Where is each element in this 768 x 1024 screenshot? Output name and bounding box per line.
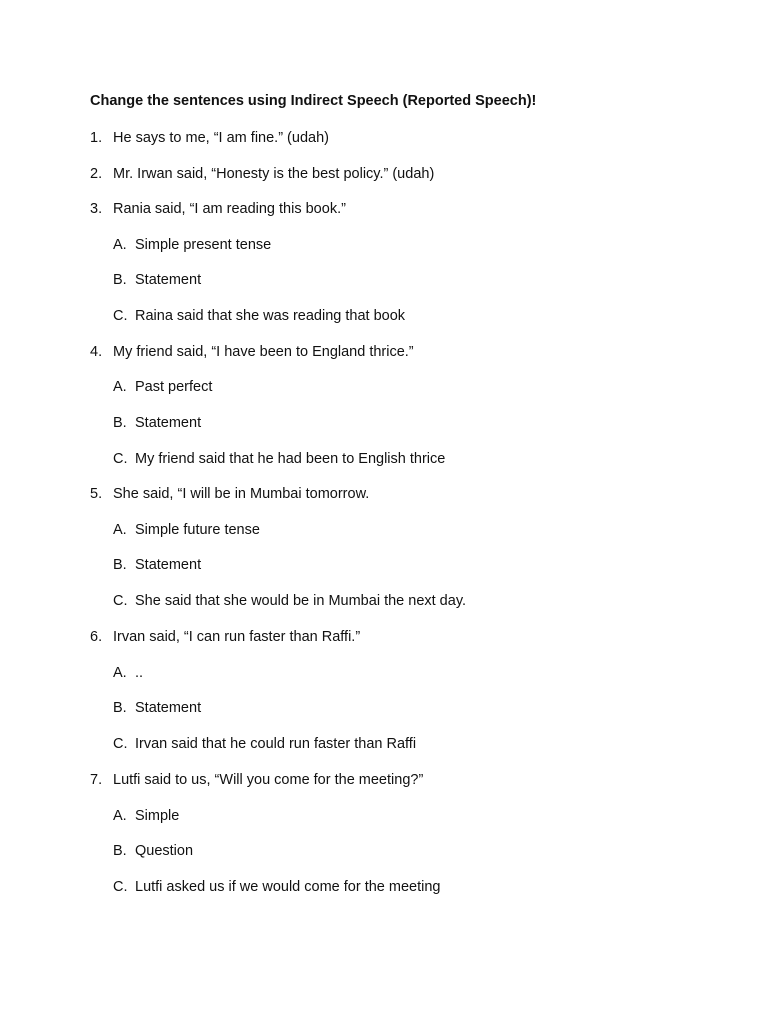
option-text: Statement (135, 272, 202, 288)
question-text: Irvan said, “I can run faster than Raffi.” (113, 629, 361, 645)
option-letter: C. (113, 451, 128, 467)
option-6a (113, 664, 143, 682)
question-number: 1. (90, 130, 103, 146)
option-letter: A. (113, 665, 127, 681)
option-text: Simple present tense (135, 237, 272, 253)
option-4a (113, 378, 212, 396)
option-text: Statement (135, 557, 202, 573)
option-letter: A. (113, 237, 127, 253)
option-7b (113, 842, 193, 860)
option-letter: B. (113, 700, 127, 716)
option-text: Irvan said that he could run faster than Raffi (135, 736, 417, 752)
option-letter: C. (113, 879, 128, 895)
question-number: 2. (90, 166, 103, 182)
question-number: 5. (90, 486, 103, 502)
option-text: .. (135, 665, 144, 681)
option-3b (113, 271, 201, 289)
option-5a (113, 521, 260, 539)
option-letter: A. (113, 522, 127, 538)
question-text: He says to me, “I am fine.” (udah) (113, 130, 329, 146)
question-text: Lutfi said to us, “Will you come for the meeting?” (113, 772, 424, 788)
option-5b (113, 556, 201, 574)
question-2 (90, 165, 434, 183)
option-letter: A. (113, 808, 127, 824)
option-letter: C. (113, 736, 128, 752)
option-text: Question (135, 843, 194, 859)
option-text: Raina said that she was reading that book (135, 308, 406, 324)
option-7c (113, 878, 440, 896)
question-3 (90, 200, 346, 218)
option-letter: B. (113, 272, 127, 288)
question-4 (90, 343, 414, 361)
question-7 (90, 771, 423, 789)
page-title: Change the sentences using Indirect Speech (Reported Speech)! (90, 93, 537, 109)
question-1 (90, 129, 329, 147)
question-text: She said, “I will be in Mumbai tomorrow. (113, 486, 370, 502)
question-5 (90, 485, 369, 503)
option-letter: C. (113, 308, 128, 324)
option-text: My friend said that he had been to English thrice (135, 451, 446, 467)
option-text: Lutfi asked us if we would come for the meeting (135, 879, 441, 895)
option-letter: B. (113, 557, 127, 573)
option-5c (113, 592, 466, 610)
question-6 (90, 628, 360, 646)
question-number: 3. (90, 201, 103, 217)
option-text: Past perfect (135, 379, 213, 395)
question-number: 6. (90, 629, 103, 645)
option-letter: B. (113, 415, 127, 431)
option-text: She said that she would be in Mumbai the next day. (135, 593, 467, 609)
option-text: Statement (135, 700, 202, 716)
question-text: Rania said, “I am reading this book.” (113, 201, 346, 217)
question-number: 7. (90, 772, 103, 788)
option-3a (113, 236, 271, 254)
question-text: My friend said, “I have been to England thrice.” (113, 344, 414, 360)
question-number: 4. (90, 344, 103, 360)
option-text: Simple future tense (135, 522, 260, 538)
question-text: Mr. Irwan said, “Honesty is the best policy.” (udah) (113, 166, 435, 182)
option-letter: B. (113, 843, 127, 859)
option-4c (113, 450, 445, 468)
option-3c (113, 307, 405, 325)
option-6c (113, 735, 416, 753)
option-4b (113, 414, 201, 432)
option-letter: C. (113, 593, 128, 609)
option-text: Statement (135, 415, 202, 431)
option-7a (113, 807, 179, 825)
option-6b (113, 699, 201, 717)
option-letter: A. (113, 379, 127, 395)
option-text: Simple (135, 808, 180, 824)
